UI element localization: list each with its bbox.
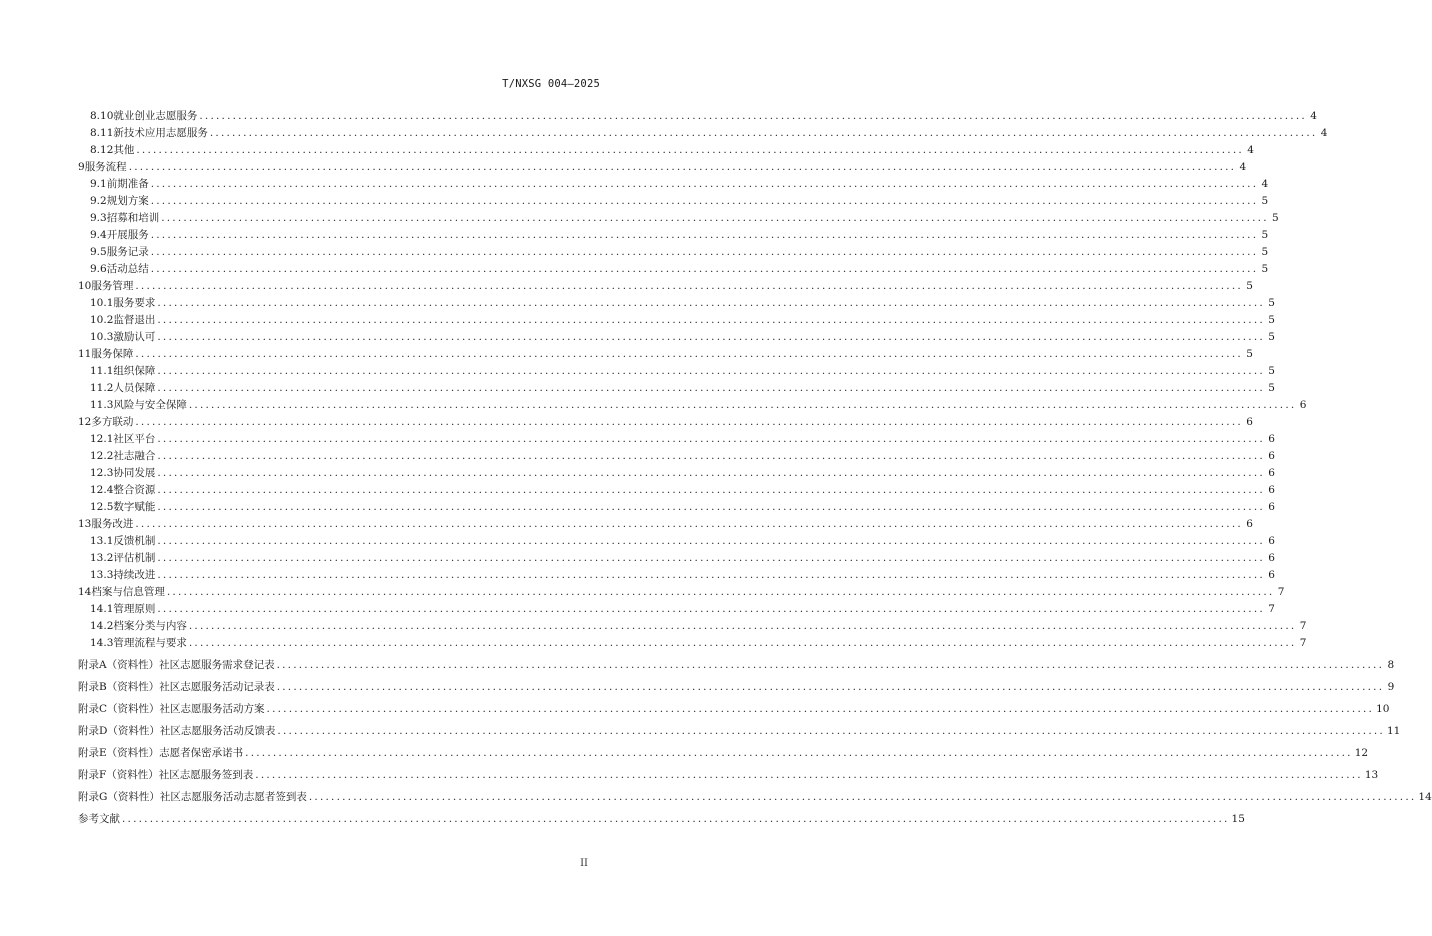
- toc-entry-title: 档案与信息管理: [91, 586, 165, 598]
- toc-entry-number: 11.2: [90, 382, 114, 394]
- toc-entry-number: 11.3: [90, 399, 114, 411]
- dot-leader: ........................................................................................................................................................................................................: [157, 365, 1265, 377]
- toc-entry-page: 6: [1268, 501, 1275, 513]
- toc-entry[interactable]: [0, 108, 1317, 124]
- toc-entry-page: 6: [1246, 416, 1253, 428]
- dot-leader: ........................................................................................................................................................................................................: [188, 399, 1297, 411]
- toc-entry-number: 附录B（资料性）: [78, 681, 160, 693]
- toc-entry[interactable]: [0, 227, 1269, 243]
- document-id: T/NXSG 004—2025: [502, 78, 600, 90]
- toc-entry-page: 15: [1231, 813, 1245, 825]
- toc-entry[interactable]: [0, 312, 1275, 328]
- toc-entry-title: 社区志愿服务活动反馈表: [159, 725, 276, 737]
- dot-leader: ........................................................................................................................................................................................................: [157, 501, 1265, 513]
- toc-entry[interactable]: [0, 448, 1275, 464]
- toc-entry[interactable]: [0, 584, 1285, 600]
- toc-entry[interactable]: [0, 210, 1279, 226]
- toc-entry-page: 11: [1386, 725, 1401, 737]
- toc-entry[interactable]: [0, 176, 1269, 192]
- toc-entry-title: 数字赋能: [113, 501, 156, 513]
- toc-entry[interactable]: [0, 159, 1247, 175]
- toc-entry-title: 社区志愿服务活动志愿者签到表: [159, 791, 307, 803]
- toc-entry[interactable]: [0, 380, 1275, 396]
- toc-entry-number: 12.5: [90, 501, 114, 513]
- toc-entry[interactable]: [0, 767, 1379, 783]
- toc-entry-page: 5: [1261, 246, 1269, 258]
- toc-entry-number: 14: [78, 586, 92, 598]
- toc-entry-number: 附录C（资料性）: [78, 703, 160, 715]
- toc-entry-number: 附录E（资料性）: [78, 747, 160, 759]
- toc-entry[interactable]: [0, 125, 1328, 141]
- toc-entry-title: 社区平台: [113, 433, 156, 445]
- dot-leader: ........................................................................................................................................................................................................: [135, 416, 1243, 428]
- toc-entry-number: 9.1: [90, 178, 107, 190]
- toc-entry-page: 5: [1246, 348, 1253, 360]
- toc-entry-number: 9.5: [90, 246, 107, 258]
- toc-entry-number: 8.10: [90, 110, 114, 122]
- dot-leader: ........................................................................................................................................................................................................: [157, 603, 1265, 615]
- dot-leader: ........................................................................................................................................................................................................: [157, 297, 1265, 309]
- toc-entry[interactable]: [0, 745, 1369, 761]
- toc-entry[interactable]: [0, 431, 1275, 447]
- toc-entry-title: 服务保障: [91, 348, 134, 360]
- toc-entry-number: 附录D（资料性）: [78, 725, 160, 737]
- dot-leader: ........................................................................................................................................................................................................: [157, 433, 1265, 445]
- toc-entry-number: 10.1: [90, 297, 114, 309]
- dot-leader: ........................................................................................................................................................................................................: [276, 659, 1385, 671]
- toc-entry-page: 5: [1272, 212, 1279, 224]
- toc-entry-page: 7: [1299, 620, 1307, 632]
- toc-entry[interactable]: [0, 550, 1275, 566]
- toc-entry-title: 社区志愿服务活动方案: [159, 703, 265, 715]
- toc-entry-title: 新技术应用志愿服务: [113, 127, 208, 139]
- dot-leader: ........................................................................................................................................................................................................: [157, 331, 1265, 343]
- toc-entry[interactable]: [0, 567, 1275, 583]
- toc-entry-page: 6: [1268, 535, 1275, 547]
- toc-entry-number: 10: [78, 280, 92, 292]
- toc-entry[interactable]: [0, 397, 1307, 413]
- toc-entry-number: 9.2: [90, 195, 107, 207]
- toc-entry-number: 12.1: [90, 433, 114, 445]
- toc-entry[interactable]: [0, 193, 1269, 209]
- dot-leader: ........................................................................................................................................................................................................: [166, 586, 1275, 598]
- dot-leader: ........................................................................................................................................................................................................: [157, 314, 1265, 326]
- dot-leader: ........................................................................................................................................................................................................: [308, 791, 1417, 803]
- dot-leader: ........................................................................................................................................................................................................: [255, 769, 1363, 781]
- toc-entry-number: 12.3: [90, 467, 114, 479]
- toc-entry-title: 参考文献: [78, 813, 120, 825]
- toc-entry-title: 规划方案: [106, 195, 149, 207]
- toc-entry[interactable]: [0, 482, 1275, 498]
- toc-entry-page: 5: [1246, 280, 1253, 292]
- dot-leader: ........................................................................................................................................................................................................: [266, 703, 1375, 715]
- toc-entry-title: 服务流程: [84, 161, 127, 173]
- toc-entry[interactable]: [0, 244, 1269, 260]
- toc-entry-number: 12: [78, 416, 92, 428]
- toc-entry-title: 反馈机制: [113, 535, 156, 547]
- dot-leader: ........................................................................................................................................................................................................: [157, 450, 1265, 462]
- dot-leader: ........................................................................................................................................................................................................: [277, 725, 1385, 737]
- page-number: II: [580, 858, 588, 869]
- toc-entry[interactable]: [0, 363, 1275, 379]
- dot-leader: ........................................................................................................................................................................................................: [128, 161, 1237, 173]
- toc-entry-title: 服务改进: [91, 518, 134, 530]
- dot-leader: ........................................................................................................................................................................................................: [150, 246, 1259, 258]
- toc-entry-number: 11: [78, 348, 92, 360]
- dot-leader: ........................................................................................................................................................................................................: [135, 348, 1243, 360]
- dot-leader: ........................................................................................................................................................................................................: [135, 518, 1243, 530]
- toc-entry[interactable]: [0, 679, 1395, 695]
- toc-entry-number: 12.4: [90, 484, 114, 496]
- toc-entry-page: 7: [1277, 586, 1285, 598]
- toc-entry-number: 11.1: [90, 365, 114, 377]
- dot-leader: ........................................................................................................................................................................................................: [161, 212, 1269, 224]
- toc-entry[interactable]: [0, 414, 1253, 430]
- toc-entry-title: 整合资源: [113, 484, 156, 496]
- toc-entry-page: 5: [1261, 195, 1269, 207]
- toc-entry[interactable]: [0, 635, 1307, 651]
- toc-entry-number: 9.3: [90, 212, 107, 224]
- toc-entry-number: 附录G（资料性）: [78, 791, 160, 803]
- toc-entry-number: 9.4: [90, 229, 107, 241]
- toc-entry-page: 5: [1268, 297, 1275, 309]
- toc-entry-page: 4: [1261, 178, 1269, 190]
- toc-entry-page: 12: [1354, 747, 1369, 759]
- toc-entry-page: 5: [1261, 229, 1269, 241]
- toc-entry-number: 14.1: [90, 603, 114, 615]
- toc-entry-title: 社区志愿服务签到表: [158, 769, 254, 781]
- dot-leader: ........................................................................................................................................................................................................: [150, 178, 1259, 190]
- toc-entry[interactable]: [0, 346, 1253, 362]
- dot-leader: ........................................................................................................................................................................................................: [157, 569, 1265, 581]
- toc-entry-page: 4: [1310, 110, 1317, 122]
- toc-entry-page: 6: [1268, 552, 1275, 564]
- toc-entry-page: 8: [1387, 659, 1395, 671]
- toc-entry[interactable]: [0, 789, 1432, 805]
- toc-entry-number: 13.3: [90, 569, 114, 581]
- toc-entry-title: 人员保障: [113, 382, 156, 394]
- toc-entry-number: 9: [78, 161, 85, 173]
- dot-leader: ........................................................................................................................................................................................................: [199, 110, 1307, 122]
- toc-entry-page: 5: [1268, 331, 1275, 343]
- toc-entry-page: 6: [1268, 450, 1275, 462]
- dot-leader: ........................................................................................................................................................................................................: [188, 637, 1297, 649]
- toc-entry-title: 招募和培训: [106, 212, 160, 224]
- toc-entry-number: 附录F（资料性）: [78, 769, 159, 781]
- dot-leader: ........................................................................................................................................................................................................: [150, 229, 1259, 241]
- toc-entry[interactable]: [0, 142, 1254, 158]
- toc-entry-title: 就业创业志愿服务: [113, 110, 198, 122]
- toc-entry-title: 服务管理: [91, 280, 134, 292]
- toc-entry-page: 13: [1364, 769, 1379, 781]
- toc-entry-title: 评估机制: [113, 552, 156, 564]
- toc-entry-page: 4: [1247, 144, 1254, 156]
- toc-entry-page: 6: [1246, 518, 1253, 530]
- toc-entry[interactable]: [0, 811, 1245, 827]
- toc-entry[interactable]: [0, 295, 1275, 311]
- toc-entry-number: 13.1: [90, 535, 114, 547]
- dot-leader: ........................................................................................................................................................................................................: [188, 620, 1297, 632]
- header-rule: [76, 96, 600, 97]
- toc-entry-page: 7: [1299, 637, 1307, 649]
- toc-entry-number: 10.3: [90, 331, 114, 343]
- toc-entry-title: 其他: [113, 144, 135, 156]
- toc-entry-title: 活动总结: [106, 263, 149, 275]
- toc-entry-number: 8.12: [90, 144, 114, 156]
- toc-entry-title: 社区志愿服务活动记录表: [159, 681, 275, 693]
- toc-entry[interactable]: [0, 516, 1253, 532]
- dot-leader: ........................................................................................................................................................................................................: [122, 813, 1230, 825]
- toc-entry-title: 激励认可: [113, 331, 156, 343]
- toc-entry-title: 组织保障: [113, 365, 156, 377]
- toc-entry-title: 风险与安全保障: [113, 399, 187, 411]
- toc-entry-title: 社志融合: [113, 450, 156, 462]
- dot-leader: ........................................................................................................................................................................................................: [245, 747, 1353, 759]
- dot-leader: ........................................................................................................................................................................................................: [157, 552, 1265, 564]
- toc-entry-title: 管理流程与要求: [113, 637, 187, 649]
- toc-entry-page: 5: [1261, 263, 1269, 275]
- toc-entry-page: 5: [1268, 314, 1275, 326]
- toc-entry[interactable]: [0, 723, 1401, 739]
- toc-entry-number: 8.11: [90, 127, 114, 139]
- toc-entry[interactable]: [0, 533, 1275, 549]
- dot-leader: ........................................................................................................................................................................................................: [157, 484, 1265, 496]
- dot-leader: ........................................................................................................................................................................................................: [136, 144, 1244, 156]
- dot-leader: ........................................................................................................................................................................................................: [157, 467, 1265, 479]
- toc-entry-title: 持续改进: [113, 569, 156, 581]
- toc-entry-number: 13.2: [90, 552, 114, 564]
- toc-entry[interactable]: [0, 278, 1253, 294]
- dot-leader: ........................................................................................................................................................................................................: [135, 280, 1243, 292]
- toc-entry-page: 4: [1239, 161, 1247, 173]
- toc-entry-page: 4: [1320, 127, 1328, 139]
- toc-entry[interactable]: [0, 499, 1275, 515]
- toc-entry-title: 志愿者保密承诺书: [159, 747, 244, 759]
- dot-leader: ........................................................................................................................................................................................................: [150, 263, 1259, 275]
- toc-entry-page: 6: [1268, 569, 1275, 581]
- toc-entry-page: 6: [1299, 399, 1307, 411]
- toc-entry-number: 9.6: [90, 263, 107, 275]
- toc-entry-title: 服务记录: [106, 246, 149, 258]
- toc-entry-number: 12.2: [90, 450, 114, 462]
- toc-entry-title: 管理原则: [113, 603, 156, 615]
- toc-entry-page: 6: [1268, 433, 1275, 445]
- toc-entry-title: 服务要求: [113, 297, 156, 309]
- toc-entry[interactable]: [0, 701, 1390, 717]
- toc-entry-title: 协同发展: [113, 467, 156, 479]
- toc-entry[interactable]: [0, 465, 1275, 481]
- toc-entry-title: 社区志愿服务需求登记表: [159, 659, 275, 671]
- toc-entry[interactable]: [0, 618, 1307, 634]
- toc-entry[interactable]: [0, 261, 1269, 277]
- toc-entry[interactable]: [0, 657, 1395, 673]
- toc-entry-title: 开展服务: [106, 229, 149, 241]
- dot-leader: ........................................................................................................................................................................................................: [157, 535, 1265, 547]
- toc-entry[interactable]: [0, 329, 1275, 345]
- toc-entry-title: 前期准备: [106, 178, 149, 190]
- toc-entry-page: 6: [1268, 467, 1275, 479]
- toc-entry-title: 多方联动: [91, 416, 134, 428]
- toc-entry-page: 9: [1387, 681, 1395, 693]
- toc-entry-page: 5: [1268, 382, 1275, 394]
- toc-entry-page: 6: [1268, 484, 1275, 496]
- toc-entry-number: 14.2: [90, 620, 114, 632]
- dot-leader: ........................................................................................................................................................................................................: [276, 681, 1385, 693]
- toc-entry-number: 14.3: [90, 637, 114, 649]
- toc-entry-title: 监督退出: [113, 314, 156, 326]
- toc-entry-page: 14: [1418, 791, 1432, 803]
- toc-entry-page: 7: [1268, 603, 1275, 615]
- dot-leader: ........................................................................................................................................................................................................: [157, 382, 1265, 394]
- dot-leader: ........................................................................................................................................................................................................: [150, 195, 1259, 207]
- toc-entry-page: 10: [1376, 703, 1390, 715]
- toc-entry-number: 13: [78, 518, 92, 530]
- toc-entry-page: 5: [1268, 365, 1275, 377]
- toc-entry[interactable]: [0, 601, 1275, 617]
- dot-leader: ........................................................................................................................................................................................................: [209, 127, 1318, 139]
- toc-entry-number: 10.2: [90, 314, 114, 326]
- toc-entry-title: 档案分类与内容: [113, 620, 187, 632]
- toc-entry-number: 附录A（资料性）: [78, 659, 160, 671]
